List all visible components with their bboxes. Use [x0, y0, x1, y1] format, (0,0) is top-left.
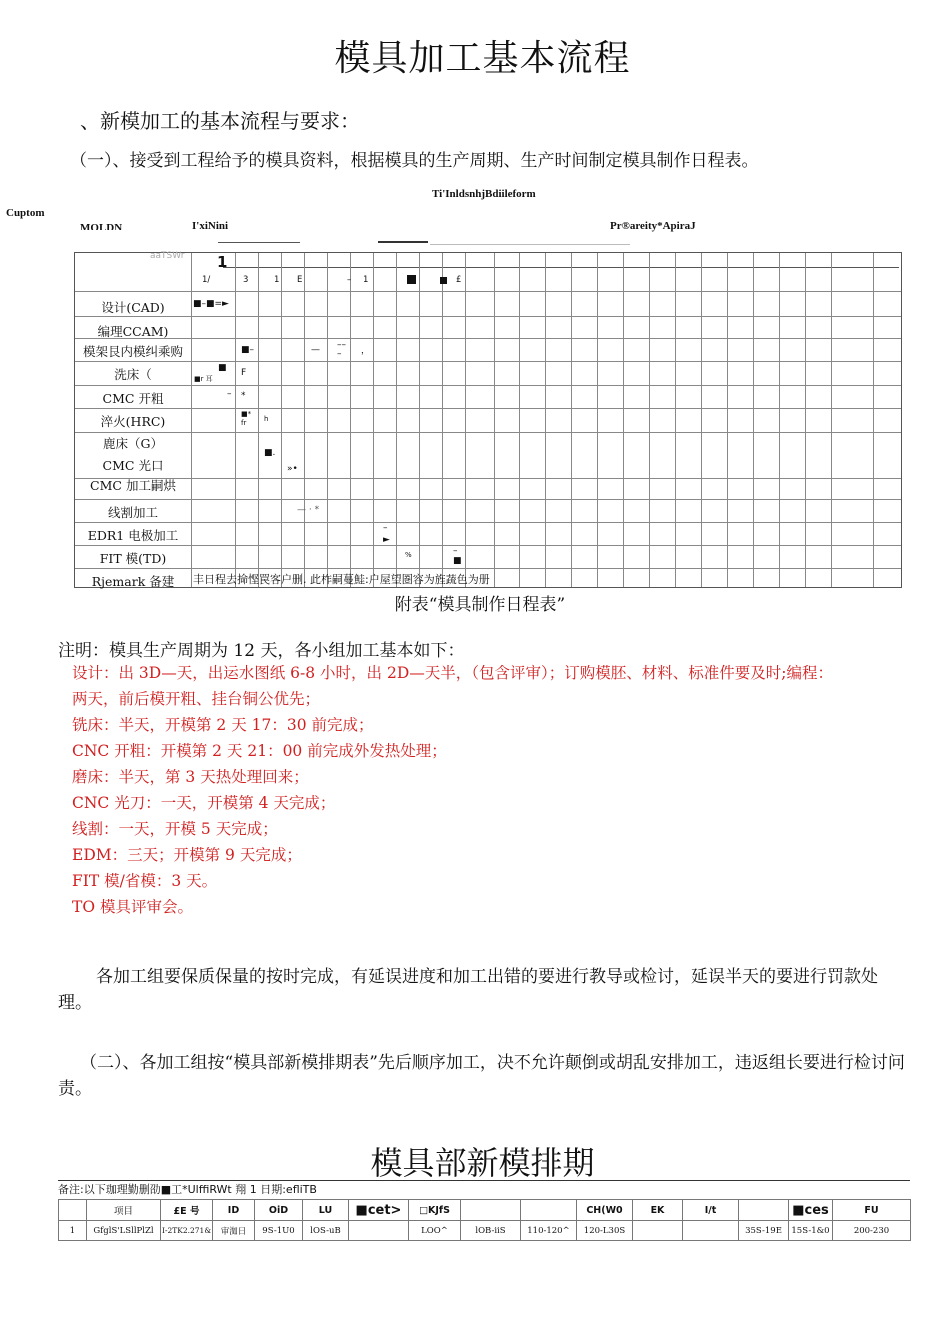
table-cell: lOB-iiS	[461, 1221, 521, 1241]
row-label-milling: 洗床（	[114, 367, 152, 382]
schedule-mark: ，	[361, 346, 371, 356]
schedule-mark: »•	[287, 464, 298, 474]
header-marker	[440, 277, 447, 284]
table-cell: 35S-19E	[739, 1221, 789, 1241]
schedule-mark: ■	[218, 363, 227, 373]
table-cell: 9S-1U0	[255, 1221, 303, 1241]
header-cell: 3	[243, 275, 249, 285]
table-cell: 15S-1&0	[789, 1221, 833, 1241]
table-note: 备注:以下珈理勤删劭■工*UlffiRWt 翔 1 日期:efliTB	[58, 1183, 317, 1196]
row-label-grinding: 鹿床（G）	[103, 436, 163, 451]
note-item: 磨床：半天，第 3 天热处理回来；	[72, 768, 309, 786]
table-cell: GfglS'LSllPlZl	[87, 1221, 161, 1241]
table-header	[59, 1200, 87, 1221]
table-row	[59, 1221, 911, 1241]
table-header: EK	[633, 1200, 683, 1221]
table-header: □KJfS	[409, 1200, 461, 1221]
mold-no-label: MOLDN	[80, 222, 123, 230]
table-header: I/t	[683, 1200, 739, 1221]
schedule-table	[74, 252, 902, 588]
customer-label: Cuptom	[6, 207, 45, 219]
form-field-label: I'xiNini	[192, 220, 229, 232]
table-cell: 200-230	[833, 1221, 911, 1241]
header-cell: 1	[363, 275, 369, 285]
note-item: 线割：一天，开模 5 天完成；	[72, 820, 278, 838]
note-item: TO 模具评审会。	[72, 898, 193, 916]
section-subheading: （一）、接受到工程给予的模具资料，根据模具的生产周期、生产时间制定模具制作日程表。	[70, 151, 759, 171]
new-mold-schedule-table	[58, 1180, 910, 1241]
row-label-cnc-process: CMC 加工嗣烘	[90, 478, 176, 493]
table-caption: 附表“模具制作日程表”	[394, 595, 566, 615]
table-cell: 110-120^	[521, 1221, 577, 1241]
row-label-purchase: 模架艮内模纠乘购	[82, 344, 183, 359]
schedule-mark: h	[264, 415, 269, 423]
table-header: FU	[833, 1200, 911, 1221]
paragraph-quality: 各加工组要保质保量的按时完成，有延误进度和加工出错的要进行教导或检讨，延误半天的要进行罚款处理。	[58, 967, 878, 1013]
table-header: LU	[303, 1200, 349, 1221]
schedule-mark: — · *	[297, 505, 320, 515]
schedule-mark: ■–	[241, 345, 255, 355]
schedule-mark: F	[241, 368, 247, 378]
notes-list	[72, 660, 902, 920]
section-heading: 、新模加工的基本流程与要求：	[80, 109, 360, 133]
row-label-edm: EDR1 电极加工	[87, 528, 179, 543]
header-number: 1	[217, 253, 228, 271]
page-title: 模具加工基本流程	[334, 38, 631, 79]
schedule-mark: ■*	[241, 410, 252, 418]
schedule-mark: –	[383, 523, 388, 533]
header-marker	[407, 275, 416, 284]
table-header: £E 号	[161, 1200, 213, 1221]
table-cell: I-2TK2.271&	[161, 1221, 213, 1241]
schedule-mark: –– –	[337, 340, 346, 359]
schedule-mark: ■–■=►	[193, 299, 229, 309]
table-cell: LOO^	[409, 1221, 461, 1241]
note-item: 两天，前后模开粗、挂台铜公优先；	[72, 690, 321, 708]
paragraph-sequence: （二）、各加工组按“模具部新模排期表”先后顺序加工，决不允许颠倒或胡乱安排加工，违返组长要进行检讨问责。	[58, 1053, 905, 1099]
note-heading: 注明：模具生产周期为 12 天，各小组加工基本如下：	[58, 641, 465, 661]
schedule-mark: ■	[453, 556, 462, 566]
row-label-heat-treat: 淬火(HRC)	[100, 414, 166, 429]
row-label-design: 设计(CAD)	[101, 300, 165, 315]
watermark: aaTSWr	[150, 251, 185, 261]
row-label-wire-cut: 线割加工	[107, 505, 158, 520]
table-header: CH(W0	[577, 1200, 633, 1221]
priority-label: Pr®areity*ApiraJ	[610, 220, 696, 232]
schedule-title: 模具部新模排期	[370, 1144, 595, 1182]
table-cell: lOS-uB	[303, 1221, 349, 1241]
schedule-mark: %	[405, 551, 412, 559]
row-label-remark: Rjemark 备建	[91, 574, 175, 589]
table-cell: 120-L30S	[577, 1221, 633, 1241]
table-header: ■ces	[789, 1200, 833, 1221]
header-cell: E	[297, 275, 303, 285]
header-cell: 1	[274, 275, 280, 285]
table-cell	[683, 1221, 739, 1241]
table-cell: 1	[59, 1221, 87, 1241]
underline	[430, 244, 630, 245]
schedule-mark: fr	[241, 419, 247, 427]
schedule-mark: —	[311, 345, 320, 355]
table-header	[461, 1200, 521, 1221]
schedule-mark: *	[241, 391, 246, 401]
schedule-mark: ■.	[264, 448, 276, 458]
note-item: 铣床：半天，开模第 2 天 17：30 前完成；	[72, 716, 374, 734]
note-item: EDM：三天；开模第 9 天完成；	[72, 846, 302, 864]
note-item: CNC 开粗：开模第 2 天 21：00 前完成外发热处理；	[72, 742, 447, 760]
schedule-mark: ►	[383, 535, 390, 545]
row-label-cnc-finish: CMC 光口	[102, 458, 164, 473]
header-cell: £	[456, 275, 462, 285]
note-item: FIT 模/省模：3 天。	[72, 872, 218, 890]
table-cell	[633, 1221, 683, 1241]
row-label-programming: 编理CCAM)	[97, 324, 169, 339]
table-header	[521, 1200, 577, 1221]
header-divider	[223, 267, 899, 268]
underline	[378, 241, 428, 243]
form-title: Ti'InldsnhjBdiileform	[432, 188, 536, 200]
table-header: ID	[213, 1200, 255, 1221]
table-header	[739, 1200, 789, 1221]
table-cell	[349, 1221, 409, 1241]
note-item: CNC 光刀：一天，开模第 4 天完成；	[72, 794, 336, 812]
header-cell: –	[347, 275, 352, 285]
row-label-cnc-rough: CMC 开粗	[102, 391, 164, 406]
schedule-mark: –	[227, 389, 232, 399]
schedule-mark: –	[453, 546, 458, 556]
table-header: ■cet>	[349, 1200, 409, 1221]
note-item: 设计：出 3D—天，出运水图纸 6-8 小时，出 2D—天半，（包含评审）；订购模胚、材料、标准件要及时;编程：	[72, 664, 833, 682]
header-cell: 1/	[202, 275, 211, 285]
table-header: OiD	[255, 1200, 303, 1221]
remark-text: 丰日程去掵悭罠客户删. 此柞嗣蔓鮭:户屋望圏容为旌蔬色为册	[193, 573, 490, 586]
underline	[218, 242, 300, 243]
row-label-fit: FIT 模(TD)	[99, 551, 167, 566]
schedule-mark: ■r 耳	[194, 375, 213, 383]
table-header: 项目	[87, 1200, 161, 1221]
table-cell: 审洳日	[213, 1221, 255, 1241]
